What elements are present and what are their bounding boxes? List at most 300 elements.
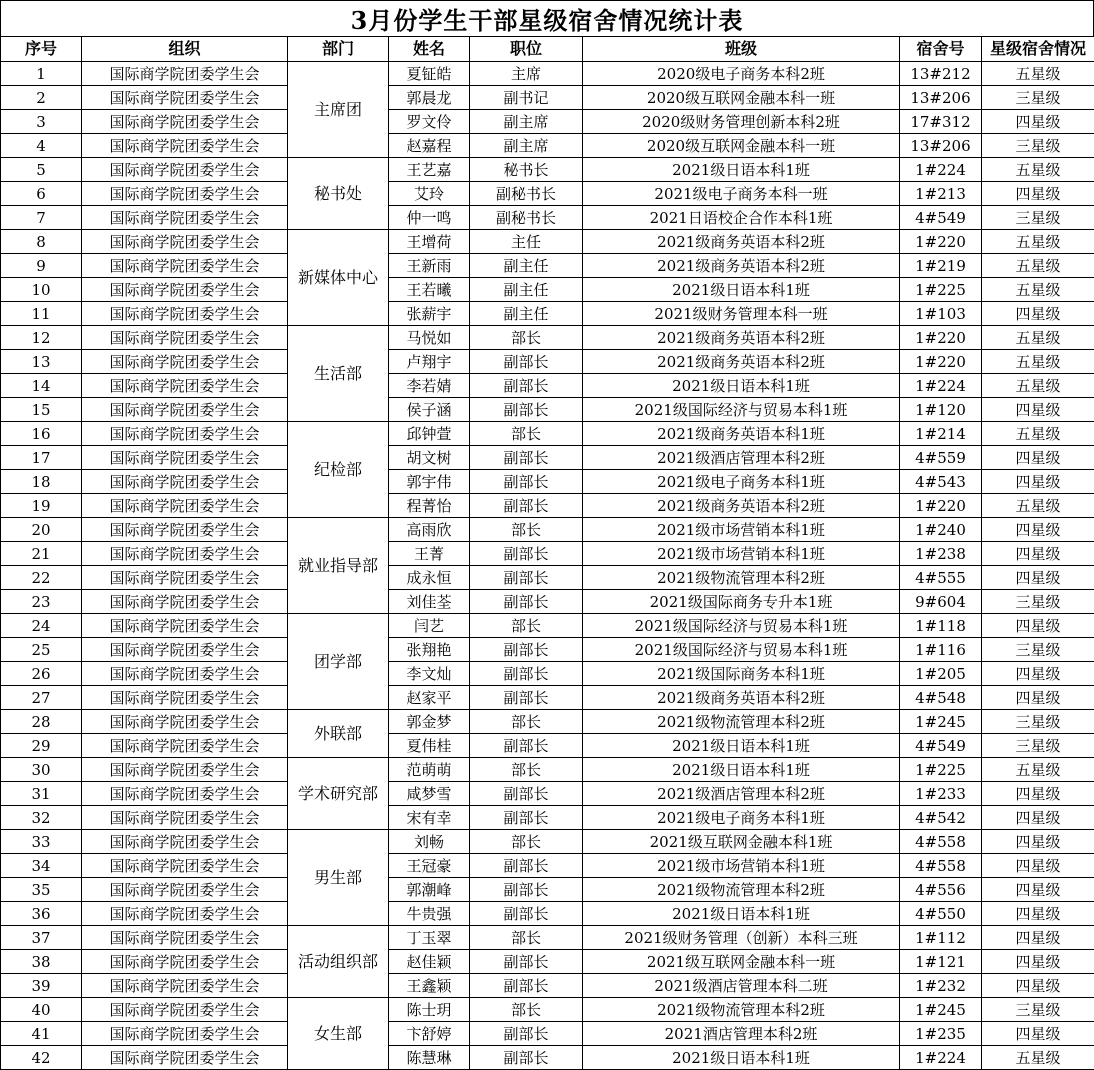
cell-class: 2021级日语本科1班: [583, 734, 900, 758]
cell-index: 23: [1, 590, 82, 614]
cell-name: 张翔艳: [389, 638, 470, 662]
cell-position: 副秘书长: [470, 206, 583, 230]
cell-star-rating: 四星级: [982, 1022, 1094, 1046]
cell-name: 夏伟桂: [389, 734, 470, 758]
cell-index: 1: [1, 62, 82, 86]
cell-name: 艾玲: [389, 182, 470, 206]
cell-position: 部长: [470, 614, 583, 638]
cell-star-rating: 五星级: [982, 758, 1094, 782]
cell-star-rating: 三星级: [982, 638, 1094, 662]
table-row: [1, 998, 1094, 1022]
cell-class: 2021级日语本科1班: [583, 758, 900, 782]
cell-organization: 国际商学院团委学生会: [82, 470, 288, 494]
cell-position: 副主任: [470, 302, 583, 326]
cell-star-rating: 四星级: [982, 782, 1094, 806]
table-row: [1, 518, 1094, 542]
table-row: [1, 710, 1094, 734]
cell-class: 2021级日语本科1班: [583, 158, 900, 182]
cell-organization: 国际商学院团委学生会: [82, 182, 288, 206]
page-title: 3月份学生干部星级宿舍情况统计表: [0, 0, 1094, 36]
cell-name: 王鑫颖: [389, 974, 470, 998]
cell-star-rating: 四星级: [982, 662, 1094, 686]
cell-star-rating: 五星级: [982, 230, 1094, 254]
cell-name: 王冠豪: [389, 854, 470, 878]
cell-name: 丁玉翠: [389, 926, 470, 950]
table-row: [1, 974, 1094, 998]
cell-position: 副主席: [470, 134, 583, 158]
cell-index: 5: [1, 158, 82, 182]
cell-organization: 国际商学院团委学生会: [82, 302, 288, 326]
cell-index: 10: [1, 278, 82, 302]
cell-organization: 国际商学院团委学生会: [82, 830, 288, 854]
cell-index: 36: [1, 902, 82, 926]
cell-organization: 国际商学院团委学生会: [82, 710, 288, 734]
cell-name: 王艺嘉: [389, 158, 470, 182]
cell-class: 2021级国际商务专升本1班: [583, 590, 900, 614]
cell-dorm: 4#542: [900, 806, 982, 830]
cell-organization: 国际商学院团委学生会: [82, 62, 288, 86]
cell-dorm: 1#205: [900, 662, 982, 686]
cell-dorm: 1#220: [900, 494, 982, 518]
cell-dorm: 4#558: [900, 830, 982, 854]
table-row: [1, 254, 1094, 278]
cell-star-rating: 四星级: [982, 110, 1094, 134]
cell-dorm: 1#103: [900, 302, 982, 326]
cell-department: 秘书处: [288, 158, 389, 230]
cell-class: 2021级商务英语本科2班: [583, 494, 900, 518]
cell-dorm: 1#220: [900, 326, 982, 350]
cell-class: 2020级互联网金融本科一班: [583, 86, 900, 110]
table-row: [1, 230, 1094, 254]
cell-star-rating: 四星级: [982, 398, 1094, 422]
cell-index: 41: [1, 1022, 82, 1046]
table-row: [1, 926, 1094, 950]
cell-star-rating: 三星级: [982, 86, 1094, 110]
cell-index: 14: [1, 374, 82, 398]
cell-organization: 国际商学院团委学生会: [82, 878, 288, 902]
cell-position: 副部长: [470, 878, 583, 902]
cell-class: 2021级日语本科1班: [583, 1046, 900, 1070]
cell-star-rating: 三星级: [982, 590, 1094, 614]
cell-department: 主席团: [288, 62, 389, 158]
table-row: [1, 662, 1094, 686]
cell-index: 19: [1, 494, 82, 518]
cell-organization: 国际商学院团委学生会: [82, 494, 288, 518]
cell-organization: 国际商学院团委学生会: [82, 614, 288, 638]
cell-organization: 国际商学院团委学生会: [82, 446, 288, 470]
cell-name: 宋有幸: [389, 806, 470, 830]
table-row: [1, 374, 1094, 398]
cell-position: 副部长: [470, 494, 583, 518]
cell-name: 邱钟萱: [389, 422, 470, 446]
cell-star-rating: 五星级: [982, 158, 1094, 182]
cell-star-rating: 四星级: [982, 566, 1094, 590]
cell-dorm: 4#543: [900, 470, 982, 494]
cell-index: 11: [1, 302, 82, 326]
cell-dorm: 1#112: [900, 926, 982, 950]
column-header-class: 班级: [583, 37, 900, 62]
cell-star-rating: 四星级: [982, 950, 1094, 974]
table-row: [1, 614, 1094, 638]
cell-index: 29: [1, 734, 82, 758]
cell-name: 郭晨龙: [389, 86, 470, 110]
cell-star-rating: 四星级: [982, 926, 1094, 950]
cell-position: 副部长: [470, 854, 583, 878]
cell-name: 张薪宇: [389, 302, 470, 326]
cell-organization: 国际商学院团委学生会: [82, 998, 288, 1022]
cell-name: 侯子涵: [389, 398, 470, 422]
cell-name: 卞舒婷: [389, 1022, 470, 1046]
cell-name: 夏钲皓: [389, 62, 470, 86]
cell-class: 2021级互联网金融本科一班: [583, 950, 900, 974]
cell-dorm: 13#206: [900, 86, 982, 110]
cell-index: 3: [1, 110, 82, 134]
cell-organization: 国际商学院团委学生会: [82, 1022, 288, 1046]
cell-star-rating: 三星级: [982, 998, 1094, 1022]
cell-organization: 国际商学院团委学生会: [82, 638, 288, 662]
column-header-dorm: 宿舍号: [900, 37, 982, 62]
cell-position: 副主任: [470, 254, 583, 278]
cell-index: 25: [1, 638, 82, 662]
cell-dorm: 1#238: [900, 542, 982, 566]
cell-class: 2021级国际经济与贸易本科1班: [583, 638, 900, 662]
cell-position: 副部长: [470, 686, 583, 710]
cell-organization: 国际商学院团委学生会: [82, 230, 288, 254]
cell-dorm: 1#224: [900, 374, 982, 398]
cell-star-rating: 四星级: [982, 446, 1094, 470]
cell-star-rating: 三星级: [982, 134, 1094, 158]
table-row: [1, 302, 1094, 326]
cell-position: 部长: [470, 518, 583, 542]
cell-dorm: 1#224: [900, 1046, 982, 1070]
cell-index: 39: [1, 974, 82, 998]
cell-position: 副秘书长: [470, 182, 583, 206]
cell-department: 女生部: [288, 998, 389, 1070]
cell-name: 陈士玥: [389, 998, 470, 1022]
cell-organization: 国际商学院团委学生会: [82, 398, 288, 422]
cell-class: 2021级商务英语本科2班: [583, 230, 900, 254]
cell-star-rating: 四星级: [982, 182, 1094, 206]
cell-name: 陈慧琳: [389, 1046, 470, 1070]
table-row: [1, 686, 1094, 710]
cell-class: 2021级酒店管理本科2班: [583, 446, 900, 470]
cell-organization: 国际商学院团委学生会: [82, 86, 288, 110]
cell-class: 2021级物流管理本科2班: [583, 710, 900, 734]
cell-position: 部长: [470, 998, 583, 1022]
cell-position: 副部长: [470, 446, 583, 470]
cell-organization: 国际商学院团委学生会: [82, 590, 288, 614]
cell-position: 副部长: [470, 566, 583, 590]
cell-dorm: 4#550: [900, 902, 982, 926]
cell-dorm: 1#219: [900, 254, 982, 278]
cell-name: 胡文树: [389, 446, 470, 470]
cell-index: 42: [1, 1046, 82, 1070]
cell-name: 闫艺: [389, 614, 470, 638]
cell-organization: 国际商学院团委学生会: [82, 662, 288, 686]
cell-position: 副部长: [470, 590, 583, 614]
table-row: [1, 278, 1094, 302]
cell-department: 纪检部: [288, 422, 389, 518]
cell-position: 副部长: [470, 1022, 583, 1046]
cell-class: 2021级电子商务本科1班: [583, 806, 900, 830]
cell-position: 部长: [470, 830, 583, 854]
cell-organization: 国际商学院团委学生会: [82, 566, 288, 590]
cell-organization: 国际商学院团委学生会: [82, 350, 288, 374]
cell-index: 35: [1, 878, 82, 902]
cell-class: 2020级财务管理创新本科2班: [583, 110, 900, 134]
cell-index: 8: [1, 230, 82, 254]
cell-name: 王增荷: [389, 230, 470, 254]
table-row: [1, 110, 1094, 134]
cell-name: 成永恒: [389, 566, 470, 590]
table-row: [1, 350, 1094, 374]
cell-dorm: 13#212: [900, 62, 982, 86]
cell-star-rating: 五星级: [982, 1046, 1094, 1070]
cell-class: 2021级国际商务本科1班: [583, 662, 900, 686]
cell-index: 2: [1, 86, 82, 110]
cell-index: 18: [1, 470, 82, 494]
cell-name: 程菁怡: [389, 494, 470, 518]
cell-position: 副部长: [470, 974, 583, 998]
table-row: [1, 590, 1094, 614]
cell-dorm: 4#559: [900, 446, 982, 470]
cell-position: 副书记: [470, 86, 583, 110]
cell-star-rating: 五星级: [982, 326, 1094, 350]
table-row: [1, 830, 1094, 854]
cell-position: 副部长: [470, 374, 583, 398]
column-header-index: 序号: [1, 37, 82, 62]
table-row: [1, 950, 1094, 974]
column-header-star-rating: 星级宿舍情况: [982, 37, 1094, 62]
cell-dorm: 1#116: [900, 638, 982, 662]
table-row: [1, 206, 1094, 230]
cell-class: 2021级电子商务本科1班: [583, 470, 900, 494]
cell-name: 郭宇伟: [389, 470, 470, 494]
cell-index: 16: [1, 422, 82, 446]
cell-index: 6: [1, 182, 82, 206]
cell-organization: 国际商学院团委学生会: [82, 926, 288, 950]
table-row: [1, 182, 1094, 206]
cell-organization: 国际商学院团委学生会: [82, 542, 288, 566]
cell-name: 李文灿: [389, 662, 470, 686]
cell-position: 副部长: [470, 806, 583, 830]
cell-position: 副部长: [470, 782, 583, 806]
cell-organization: 国际商学院团委学生会: [82, 374, 288, 398]
cell-position: 副部长: [470, 398, 583, 422]
cell-dorm: 1#245: [900, 710, 982, 734]
table-row: [1, 1022, 1094, 1046]
cell-class: 2021级商务英语本科2班: [583, 254, 900, 278]
cell-class: 2021级日语本科1班: [583, 278, 900, 302]
cell-department: 学术研究部: [288, 758, 389, 830]
table-row: [1, 494, 1094, 518]
cell-class: 2021级市场营销本科1班: [583, 854, 900, 878]
table-row: [1, 566, 1094, 590]
cell-position: 副部长: [470, 902, 583, 926]
cell-index: 38: [1, 950, 82, 974]
cell-index: 15: [1, 398, 82, 422]
table-row: [1, 542, 1094, 566]
cell-star-rating: 四星级: [982, 686, 1094, 710]
cell-class: 2021级日语本科1班: [583, 902, 900, 926]
cell-class: 2021级物流管理本科2班: [583, 566, 900, 590]
cell-dorm: 1#118: [900, 614, 982, 638]
cell-organization: 国际商学院团委学生会: [82, 1046, 288, 1070]
column-header-department: 部门: [288, 37, 389, 62]
cell-organization: 国际商学院团委学生会: [82, 758, 288, 782]
cell-index: 40: [1, 998, 82, 1022]
cell-position: 主任: [470, 230, 583, 254]
cell-dorm: 4#558: [900, 854, 982, 878]
cell-star-rating: 五星级: [982, 374, 1094, 398]
cell-dorm: 17#312: [900, 110, 982, 134]
cell-index: 33: [1, 830, 82, 854]
cell-name: 李若婧: [389, 374, 470, 398]
cell-class: 2021级商务英语本科1班: [583, 422, 900, 446]
cell-department: 团学部: [288, 614, 389, 710]
cell-name: 郭潮峰: [389, 878, 470, 902]
cell-dorm: 4#548: [900, 686, 982, 710]
cell-class: 2021级互联网金融本科1班: [583, 830, 900, 854]
cell-position: 副部长: [470, 662, 583, 686]
table-row: [1, 854, 1094, 878]
cell-department: 活动组织部: [288, 926, 389, 998]
cell-class: 2021级日语本科1班: [583, 374, 900, 398]
cell-name: 咸梦雪: [389, 782, 470, 806]
table-row: [1, 62, 1094, 86]
cell-organization: 国际商学院团委学生会: [82, 326, 288, 350]
cell-dorm: 9#604: [900, 590, 982, 614]
cell-star-rating: 五星级: [982, 494, 1094, 518]
table-row: [1, 806, 1094, 830]
cell-department: 外联部: [288, 710, 389, 758]
table-row: [1, 638, 1094, 662]
table-row: [1, 758, 1094, 782]
cell-name: 刘畅: [389, 830, 470, 854]
table-row: [1, 902, 1094, 926]
cell-index: 28: [1, 710, 82, 734]
cell-name: 郭金梦: [389, 710, 470, 734]
cell-index: 17: [1, 446, 82, 470]
cell-name: 牛贵强: [389, 902, 470, 926]
cell-class: 2021日语校企合作本科1班: [583, 206, 900, 230]
cell-star-rating: 四星级: [982, 974, 1094, 998]
cell-name: 赵嘉程: [389, 134, 470, 158]
cell-index: 20: [1, 518, 82, 542]
table-row: [1, 878, 1094, 902]
cell-organization: 国际商学院团委学生会: [82, 422, 288, 446]
cell-index: 22: [1, 566, 82, 590]
table-row: [1, 422, 1094, 446]
cell-position: 副部长: [470, 470, 583, 494]
cell-class: 2021级电子商务本科一班: [583, 182, 900, 206]
cell-name: 王菁: [389, 542, 470, 566]
cell-index: 13: [1, 350, 82, 374]
cell-star-rating: 五星级: [982, 422, 1094, 446]
cell-class: 2021级物流管理本科2班: [583, 878, 900, 902]
cell-dorm: 1#220: [900, 350, 982, 374]
column-header-name: 姓名: [389, 37, 470, 62]
column-header-organization: 组织: [82, 37, 288, 62]
cell-position: 部长: [470, 758, 583, 782]
cell-dorm: 1#121: [900, 950, 982, 974]
cell-dorm: 1#232: [900, 974, 982, 998]
cell-position: 副部长: [470, 950, 583, 974]
cell-position: 副部长: [470, 542, 583, 566]
cell-organization: 国际商学院团委学生会: [82, 734, 288, 758]
cell-star-rating: 五星级: [982, 254, 1094, 278]
cell-dorm: 4#549: [900, 734, 982, 758]
cell-name: 马悦如: [389, 326, 470, 350]
cell-index: 31: [1, 782, 82, 806]
cell-position: 部长: [470, 926, 583, 950]
cell-dorm: 1#220: [900, 230, 982, 254]
cell-index: 24: [1, 614, 82, 638]
dorm-rating-table: [0, 36, 1094, 1070]
table-row: [1, 326, 1094, 350]
cell-star-rating: 三星级: [982, 710, 1094, 734]
cell-organization: 国际商学院团委学生会: [82, 254, 288, 278]
cell-star-rating: 四星级: [982, 902, 1094, 926]
cell-class: 2021级商务英语本科2班: [583, 326, 900, 350]
cell-organization: 国际商学院团委学生会: [82, 110, 288, 134]
cell-star-rating: 四星级: [982, 878, 1094, 902]
cell-star-rating: 三星级: [982, 734, 1094, 758]
cell-dorm: 1#224: [900, 158, 982, 182]
cell-star-rating: 四星级: [982, 542, 1094, 566]
cell-position: 副主席: [470, 110, 583, 134]
cell-name: 赵佳颖: [389, 950, 470, 974]
cell-dorm: 4#549: [900, 206, 982, 230]
column-header-position: 职位: [470, 37, 583, 62]
cell-star-rating: 四星级: [982, 302, 1094, 326]
cell-organization: 国际商学院团委学生会: [82, 974, 288, 998]
cell-organization: 国际商学院团委学生会: [82, 686, 288, 710]
cell-star-rating: 四星级: [982, 470, 1094, 494]
cell-index: 34: [1, 854, 82, 878]
cell-name: 仲一鸣: [389, 206, 470, 230]
cell-class: 2021级商务英语本科2班: [583, 350, 900, 374]
cell-dorm: 1#233: [900, 782, 982, 806]
cell-position: 部长: [470, 710, 583, 734]
cell-organization: 国际商学院团委学生会: [82, 518, 288, 542]
cell-name: 王新雨: [389, 254, 470, 278]
cell-dorm: 1#225: [900, 278, 982, 302]
cell-dorm: 1#235: [900, 1022, 982, 1046]
cell-name: 高雨欣: [389, 518, 470, 542]
cell-star-rating: 三星级: [982, 206, 1094, 230]
cell-position: 部长: [470, 326, 583, 350]
cell-index: 4: [1, 134, 82, 158]
cell-position: 副主任: [470, 278, 583, 302]
table-row: [1, 782, 1094, 806]
cell-organization: 国际商学院团委学生会: [82, 134, 288, 158]
cell-name: 王若曦: [389, 278, 470, 302]
table-row: [1, 398, 1094, 422]
cell-dorm: 1#213: [900, 182, 982, 206]
cell-organization: 国际商学院团委学生会: [82, 206, 288, 230]
cell-department: 新媒体中心: [288, 230, 389, 326]
cell-class: 2021级酒店管理本科2班: [583, 782, 900, 806]
cell-department: 就业指导部: [288, 518, 389, 614]
cell-class: 2021级市场营销本科1班: [583, 518, 900, 542]
cell-class: 2020级电子商务本科2班: [583, 62, 900, 86]
cell-name: 罗文伶: [389, 110, 470, 134]
cell-index: 21: [1, 542, 82, 566]
cell-dorm: 4#556: [900, 878, 982, 902]
cell-class: 2021级酒店管理本科二班: [583, 974, 900, 998]
cell-department: 男生部: [288, 830, 389, 926]
